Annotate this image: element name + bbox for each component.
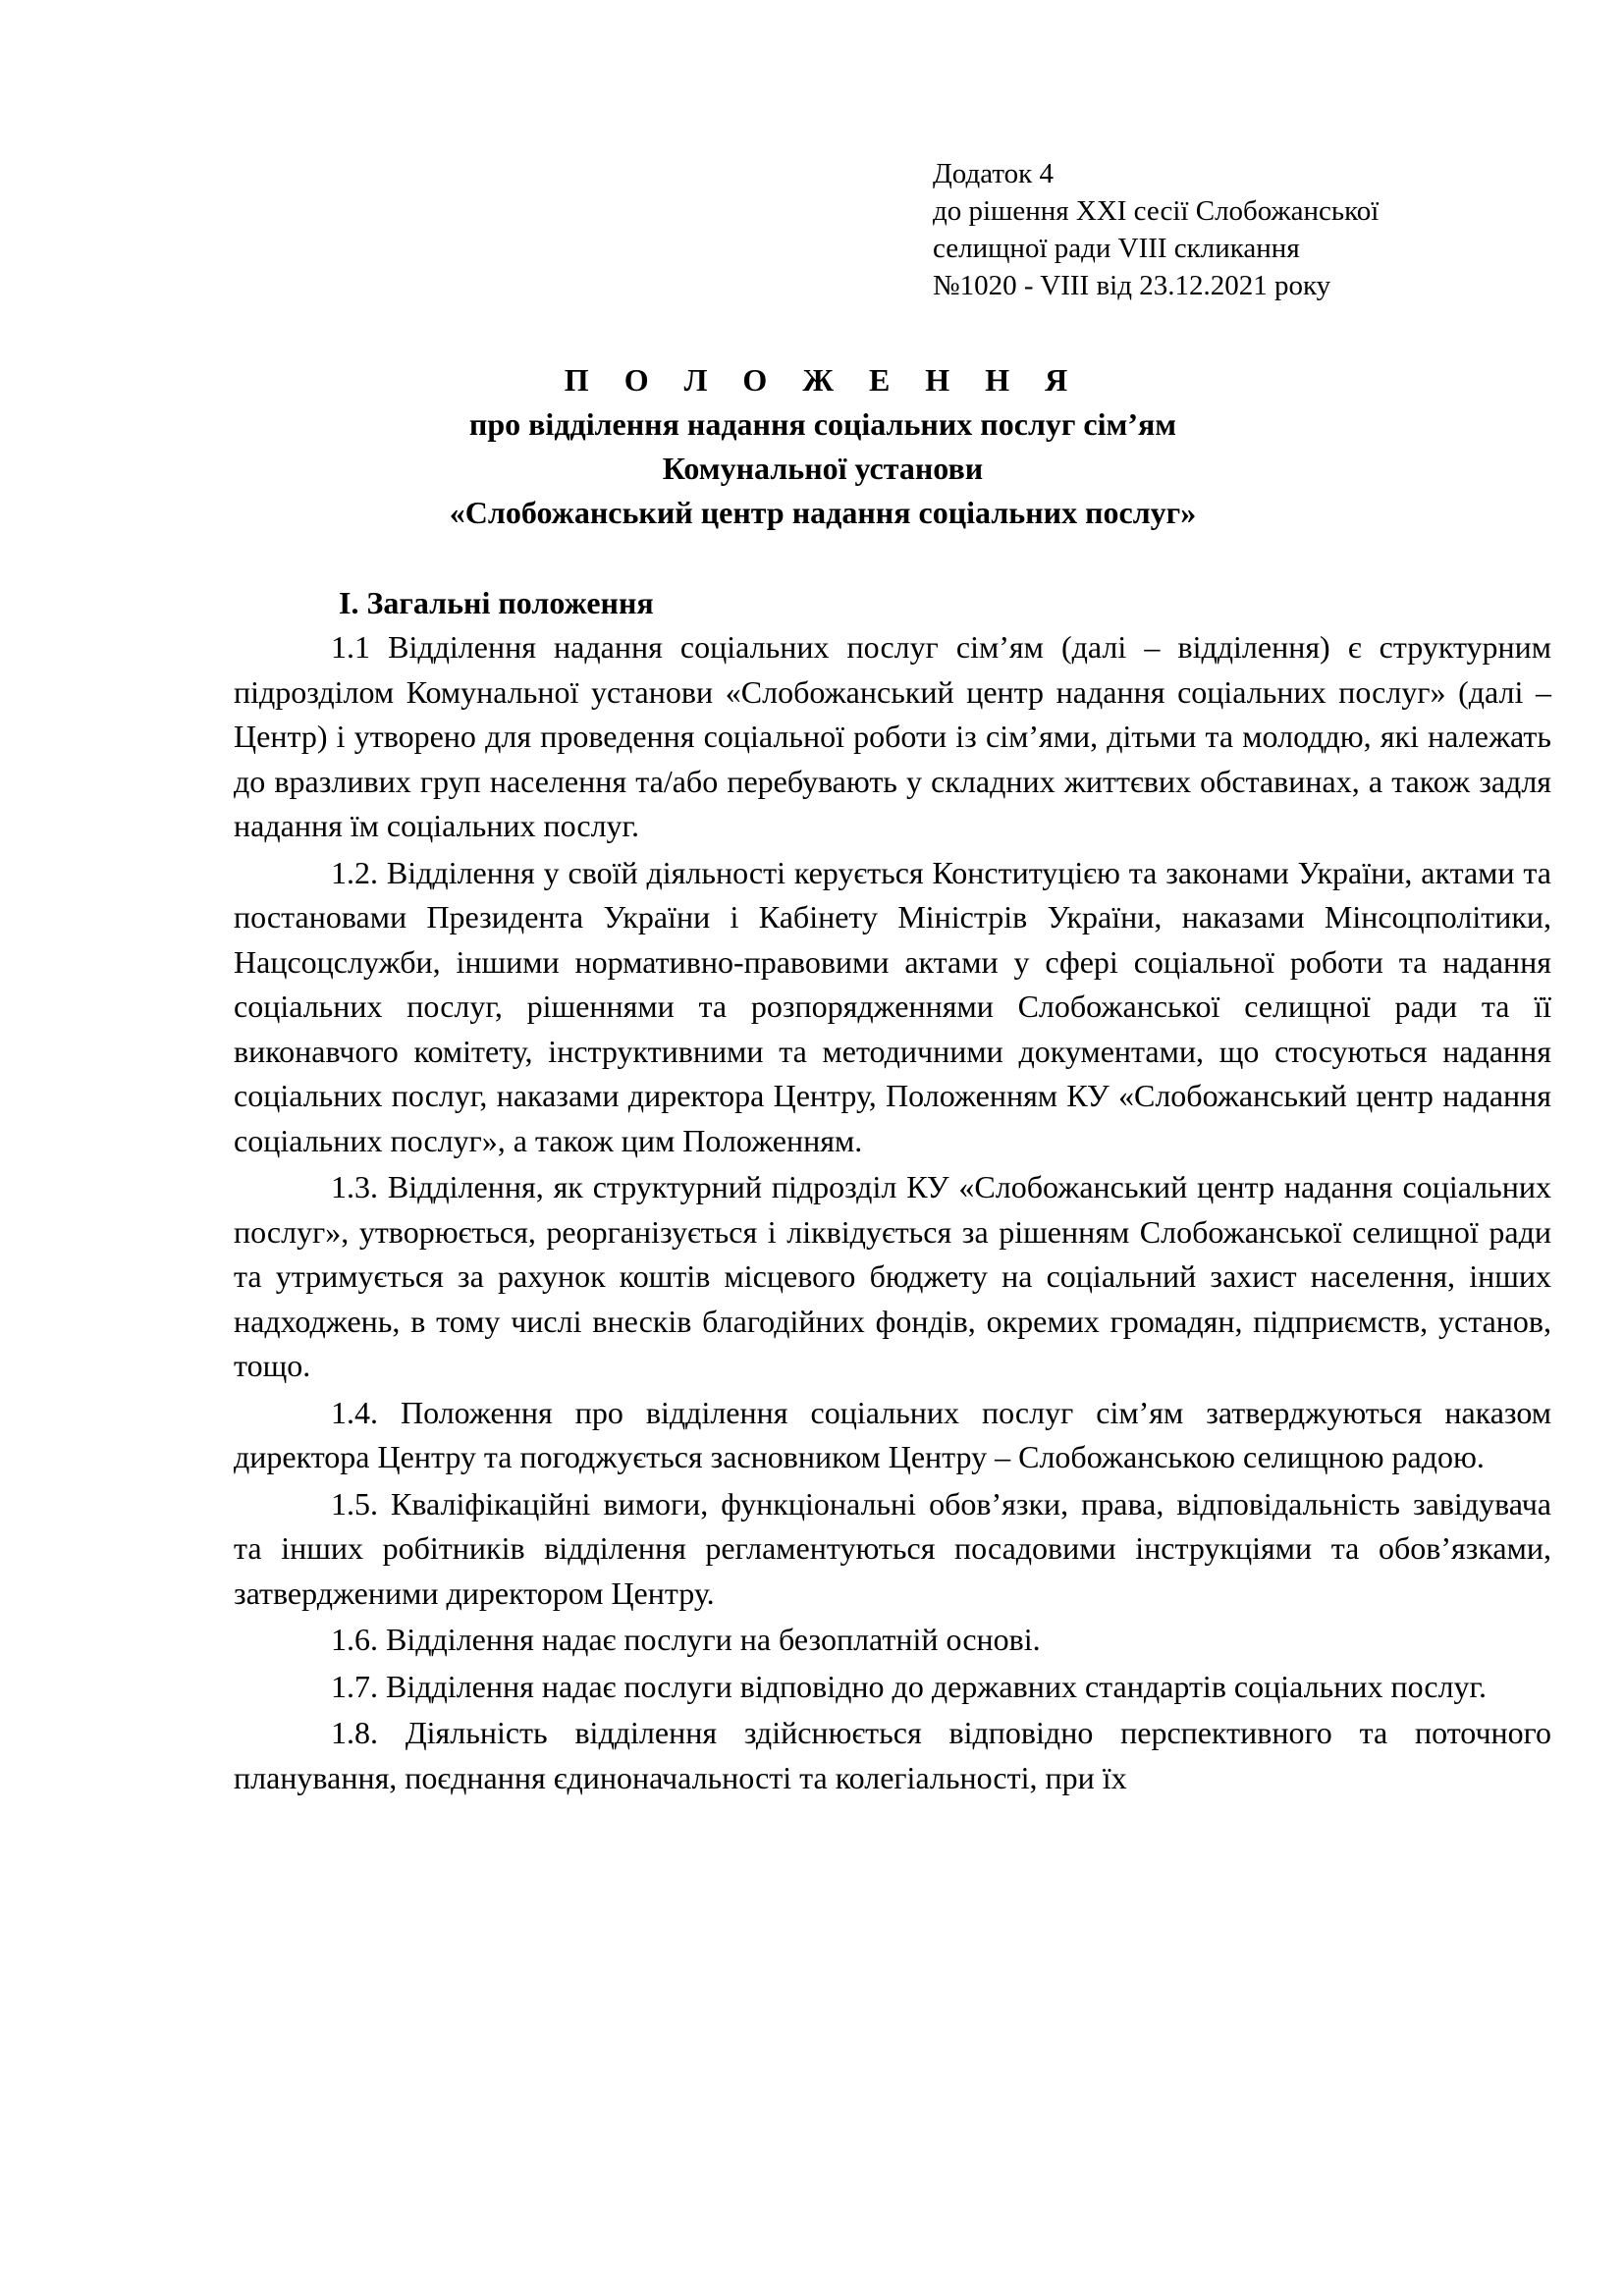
appendix-line-4: №1020 - VIII від 23.12.2021 року	[933, 270, 1331, 301]
paragraph-1-6: 1.6. Відділення надає послуги на безоплатній основі.	[331, 1622, 1041, 1657]
section-heading: І. Загальні положення	[339, 585, 654, 620]
paragraph-1-4: 1.4. Положення про відділення соціальних послуг сім’ям затверджуються наказом директора Центру та погоджується засновником Центру – Слобожанською селищною радою.	[234, 1394, 1551, 1474]
paragraph-1-2: 1.2. Відділення у своїй діяльності керується Конституцією та законами України, актами та постановами Президента України і Кабінету Міністрів України, наказами Мінсоцполітики, Нацсоцслужби, іншими нормативно-правовими актами у сфері соціальної роботи та надання соціальних послуг, рішеннями та розпорядженнями Слобожанської селищної ради та її виконавчого комітету, інструктивними та методичними документами, що стосуються надання соціальних послуг, наказами директора Центру, Положенням КУ «Слобожанський центр надання соціальних послуг», а також цим Положенням.	[234, 854, 1551, 1158]
paragraph-1-5: 1.5. Кваліфікаційні вимоги, функціональні обов’язки, права, відповідальність завідувача та інших робітників відділення регламентуються посадовими інструкціями та обов’язками, затвердженими директором Центру.	[234, 1485, 1551, 1611]
appendix-line-1: Додаток 4	[933, 158, 1054, 189]
section-body	[234, 625, 1551, 1802]
document-title	[234, 358, 1412, 535]
appendix-note	[933, 155, 1379, 304]
appendix-line-2: до рішення XXI сесії Слобожанської	[933, 195, 1380, 227]
title-line-2: про відділення надання соціальних послуг сім’ям	[468, 406, 1177, 442]
title-line-3: Комунальної установи	[662, 451, 984, 486]
paragraph-1-3: 1.3. Відділення, як структурний підрозділ КУ «Слобожанський центр надання соціальних послуг», утворюється, реорганізується і ліквідується за рішенням Слобожанської селищної ради та утримується за рахунок коштів місцевого бюджету на соціальний захист населення, інших надходжень, в тому числі внесків благодійних фондів, окремих громадян, підприємств, установ, тощо.	[234, 1169, 1551, 1383]
paragraph-1-7: 1.7. Відділення надає послуги відповідно до державних стандартів соціальних послуг.	[331, 1668, 1488, 1704]
title-main: П О Л О Ж Е Н Н Я	[564, 362, 1082, 398]
paragraph-1-1: 1.1 Відділення надання соціальних послуг сім’ям (далі – відділення) є структурним підрозділом Комунальної установи «Слобожанський центр надання соціальних послуг» (далі – Центр) і утворено для проведення соціальної роботи із сім’ями, дітьми та молоддю, які належать до вразливих груп населення та/або перебувають у складних життєвих обставинах, а також задля надання їм соціальних послуг.	[234, 629, 1551, 843]
appendix-line-3: селищної ради VIII скликання	[933, 233, 1300, 264]
paragraph-1-8: 1.8. Діяльність відділення здійснюється відповідно перспективного та поточного планування, поєднання єдиноначальності та колегіальності, при їх	[234, 1715, 1551, 1795]
title-line-4: «Слобожанський центр надання соціальних послуг»	[449, 495, 1197, 530]
